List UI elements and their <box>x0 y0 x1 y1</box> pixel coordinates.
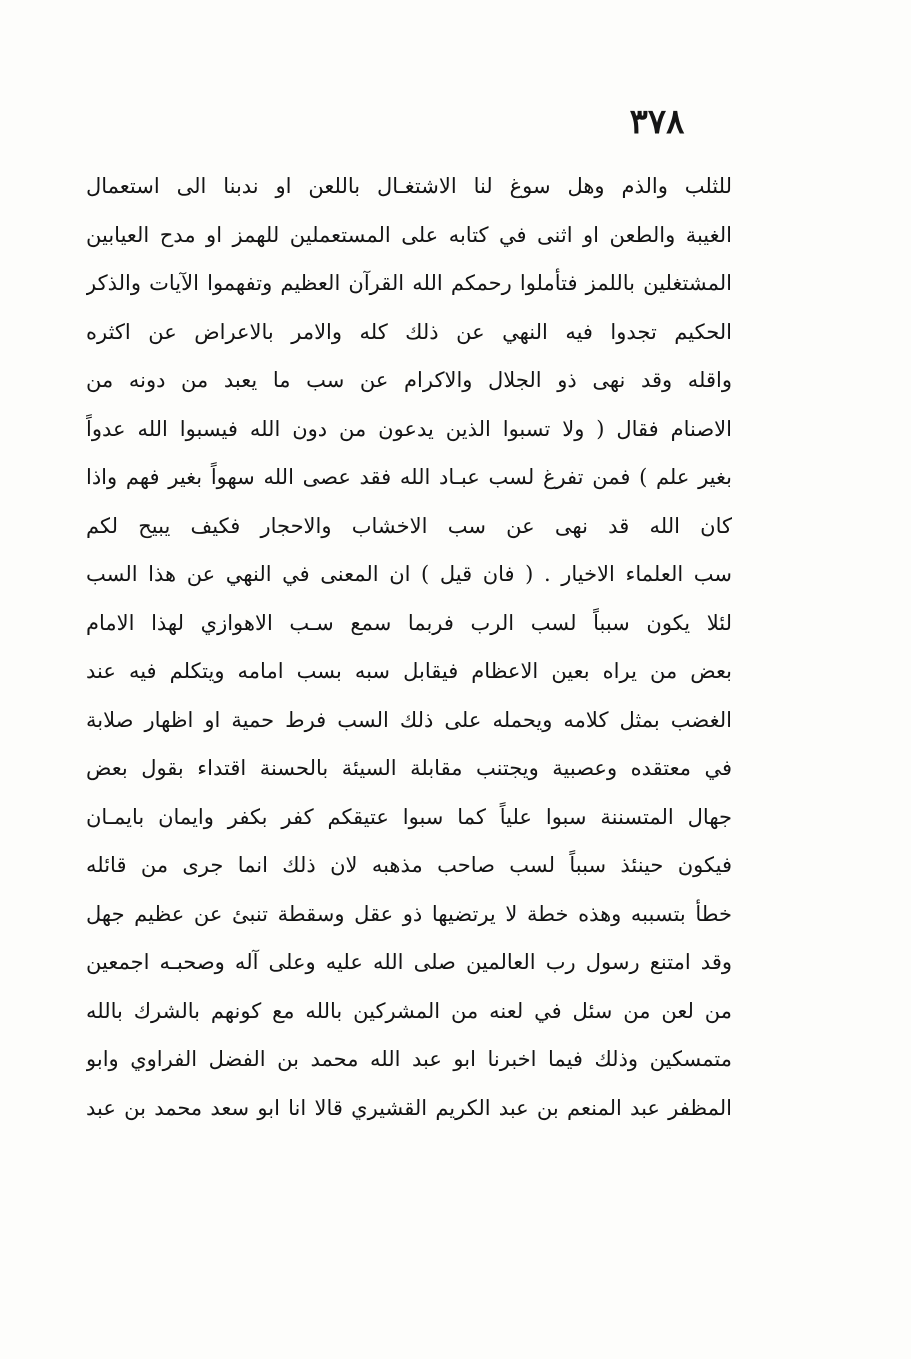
text-line: جهال المتسننة سبوا علياً كما سبوا عتيقكم كفر بكفر وايمان بايمـان <box>86 804 732 829</box>
text-line: بعض من يراه بعين الاعظام فيقابل سبه بسب امامه ويتكلم فيه عند <box>86 659 732 683</box>
text-line: سب العلماء الاخيار . ( فان قيل ) ان المعنى في النهي عن هذا السب <box>86 562 732 586</box>
text-line: وقد امتنع رسول رب العالمين صلى الله عليه وعلى آله وصحبـه اجمعين <box>86 950 732 974</box>
text-line: الغضب بمثل كلامه ويحمله على ذلك السب فرط حمية او اظهار صلابة <box>86 707 732 732</box>
text-line: الغيبة والطعن او اثنى في كتابه على المستعملين للهمز او مدح العيابين <box>86 222 732 247</box>
text-line: المظفر عبد المنعم بن عبد الكريم القشيري قالا انا ابو سعد محمد بن عبد <box>86 1095 732 1120</box>
text-line: بغير علم ) فمن تفرغ لسب عبـاد الله فقد عصى الله سهواً بغير فهم واذا <box>86 465 732 489</box>
text-line: واقله وقد نهى ذو الجلال والاكرام عن سب ما يعبد من دونه من <box>86 368 732 392</box>
text-line: فيكون حينئذ سبباً لسب صاحب مذهبه لان ذلك انما جرى من قائله <box>86 853 732 877</box>
body-text <box>86 162 732 1132</box>
text-line: الاصنام فقال ( ولا تسبوا الذين يدعون من دون الله فيسبوا الله عدواً <box>86 416 732 441</box>
text-line: متمسكين وذلك فيما اخبرنا ابو عبد الله محمد بن الفضل الفراوي وابو <box>86 1047 732 1071</box>
text-line: من لعن من سئل في لعنه من المشركين بالله مع كونهم بالشرك بالله <box>86 998 732 1023</box>
text-line: الحكيم تجدوا فيه النهي عن ذلك كله والامر بالاعراض عن اكثره <box>86 319 732 344</box>
text-line: المشتغلين باللمز فتأملوا رحمكم الله القرآن العظيم وتفهموا الآيات والذكر <box>86 271 732 295</box>
text-line: في معتقده وعصبية ويجتنب مقابلة السيئة بالحسنة اقتداء بقول بعض <box>86 756 732 780</box>
text-line: لئلا يكون سبباً لسب الرب فربما سمع سـب الاهوازي لهذا الامام <box>86 610 732 635</box>
text-line: خطأ بتسببه وهذه خطة لا يرتضيها ذو عقل وسقطة تنبئ عن عظيم جهل <box>86 901 732 926</box>
text-line: كان الله قد نهى عن سب الاخشاب والاحجار فكيف يبيح لكم <box>86 513 732 538</box>
page-number: ٣٧٨ <box>629 102 685 142</box>
text-line: للثلب والذم وهل سوغ لنا الاشتغـال باللعن او ندبنا الى استعمال <box>86 174 732 198</box>
